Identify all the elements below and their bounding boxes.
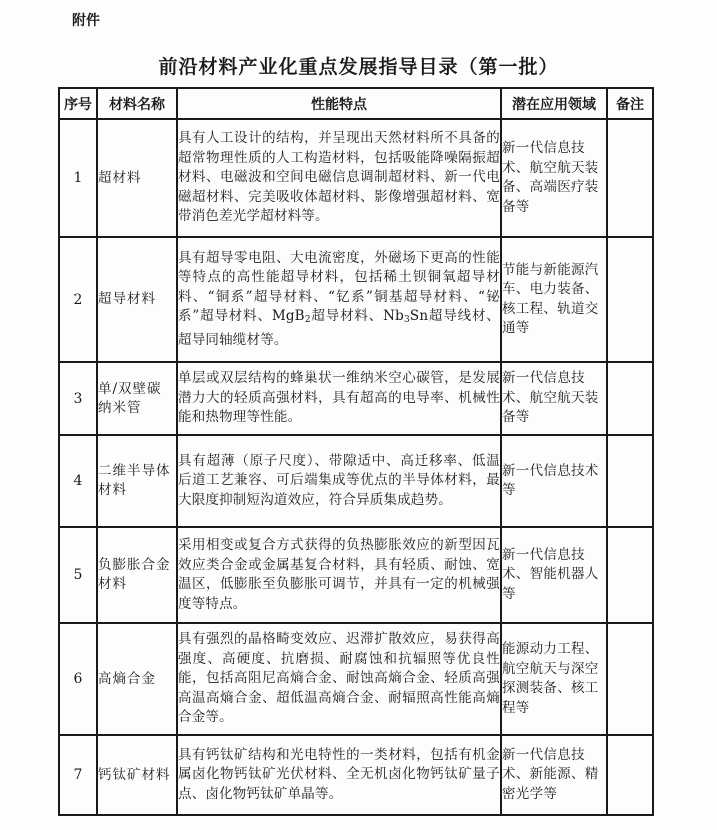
table-row xyxy=(59,435,653,527)
material-features: 单层或双层结构的蜂巢状一维纳米空心碳管，是发展潜力大的轻质高强材料，具有超高的电导率、机械性能和热物理等性能。 xyxy=(177,362,501,435)
material-features: 采用相变或复合方式获得的负热膨胀效应的新型因瓦效应类合金或金属基复合材料，具有轻质、耐蚀、宽温区，低膨胀至负膨胀可调节，并具有一定的机械强度等特点。 xyxy=(177,527,501,623)
material-name: 超材料 xyxy=(97,119,177,237)
column-header-name: 材料名称 xyxy=(97,88,177,119)
material-name: 钙钛矿材料 xyxy=(97,735,177,815)
material-features: 具有人工设计的结构，并呈现出天然材料所不具备的超常物理性质的人工构造材料，包括吸能降噪隔振超材料、电磁波和空间电磁信息调制超材料、新一代电磁超材料、完美吸收体超材料、影像增强超材料、宽带消色差光学超材料等。 xyxy=(177,119,501,237)
materials-catalog-table xyxy=(58,87,654,816)
table-row xyxy=(59,623,653,735)
material-applications: 新一代信息技术等 xyxy=(501,435,607,527)
row-number: 1 xyxy=(59,119,97,237)
material-features: 具有强烈的晶格畸变效应、迟滞扩散效应，易获得高强度、高硬度、抗磨损、耐腐蚀和抗辐照等优良性能，包括高阻尼高熵合金、耐蚀高熵合金、轻质高强高温高熵合金、超低温高熵合金、耐辐照高性能高熵合金等。 xyxy=(177,623,501,735)
material-applications: 新一代信息技术、新能源、精密光学等 xyxy=(501,735,607,815)
column-header-features: 性能特点 xyxy=(177,88,501,119)
material-note xyxy=(607,623,653,735)
material-applications: 新一代信息技术、航空航天装备、高端医疗装备等 xyxy=(501,119,607,237)
material-features xyxy=(177,237,501,362)
row-number: 2 xyxy=(59,237,97,362)
row-number: 6 xyxy=(59,623,97,735)
features-text-part: 具有超导零电阻、大电流密度，外磁场下更高的性能等特点的高性能超导材料，包括稀土钡铜氧超导材料、“铜系”超导材料、“钇系”铜基超导材料、“铋系”超导材料、MgB xyxy=(178,249,500,325)
material-note xyxy=(607,735,653,815)
material-note xyxy=(607,362,653,435)
table-row xyxy=(59,527,653,623)
row-number: 3 xyxy=(59,362,97,435)
table-row xyxy=(59,119,653,237)
features-text-part: 超导材料、Nb xyxy=(310,308,404,325)
material-name: 高熵合金 xyxy=(97,623,177,735)
features-text-part: Sn超导线材、超导同轴缆材等。 xyxy=(178,308,500,348)
subscript: 2 xyxy=(304,315,311,326)
column-header-no: 序号 xyxy=(59,88,97,119)
table-row xyxy=(59,362,653,435)
material-name: 单/双壁碳纳米管 xyxy=(97,362,177,435)
material-applications: 节能与新能源汽车、电力装备、核工程、轨道交通等 xyxy=(501,237,607,362)
table-row xyxy=(59,735,653,815)
material-note xyxy=(607,237,653,362)
material-applications: 新一代信息技术、智能机器人等 xyxy=(501,527,607,623)
material-name: 二维半导体材料 xyxy=(97,435,177,527)
material-name: 超导材料 xyxy=(97,237,177,362)
attachment-label: 附件 xyxy=(72,13,100,29)
material-features: 具有超薄（原子尺度）、带隙适中、高迁移率、低温后道工艺兼容、可后端集成等优点的半导体材料，最大限度抑制短沟道效应，符合异质集成趋势。 xyxy=(177,435,501,527)
document-title: 前沿材料产业化重点发展指导目录（第一批） xyxy=(158,56,559,78)
material-applications: 新一代信息技术、航空航天装备等 xyxy=(501,362,607,435)
subscript: 3 xyxy=(403,315,410,326)
column-header-note: 备注 xyxy=(607,88,653,119)
material-name: 负膨胀合金材料 xyxy=(97,527,177,623)
column-header-applications: 潜在应用领域 xyxy=(501,88,607,119)
material-features: 具有钙钛矿结构和光电特性的一类材料，包括有机金属卤化物钙钛矿光伏材料、全无机卤化物钙钛矿量子点、卤化物钙钛矿单晶等。 xyxy=(177,735,501,815)
material-note xyxy=(607,435,653,527)
row-number: 7 xyxy=(59,735,97,815)
row-number: 5 xyxy=(59,527,97,623)
row-number: 4 xyxy=(59,435,97,527)
material-note xyxy=(607,119,653,237)
material-note xyxy=(607,527,653,623)
table-row xyxy=(59,237,653,362)
table-header-row xyxy=(59,88,653,119)
material-applications: 能源动力工程、航空航天与深空探测装备、核工程等 xyxy=(501,623,607,735)
